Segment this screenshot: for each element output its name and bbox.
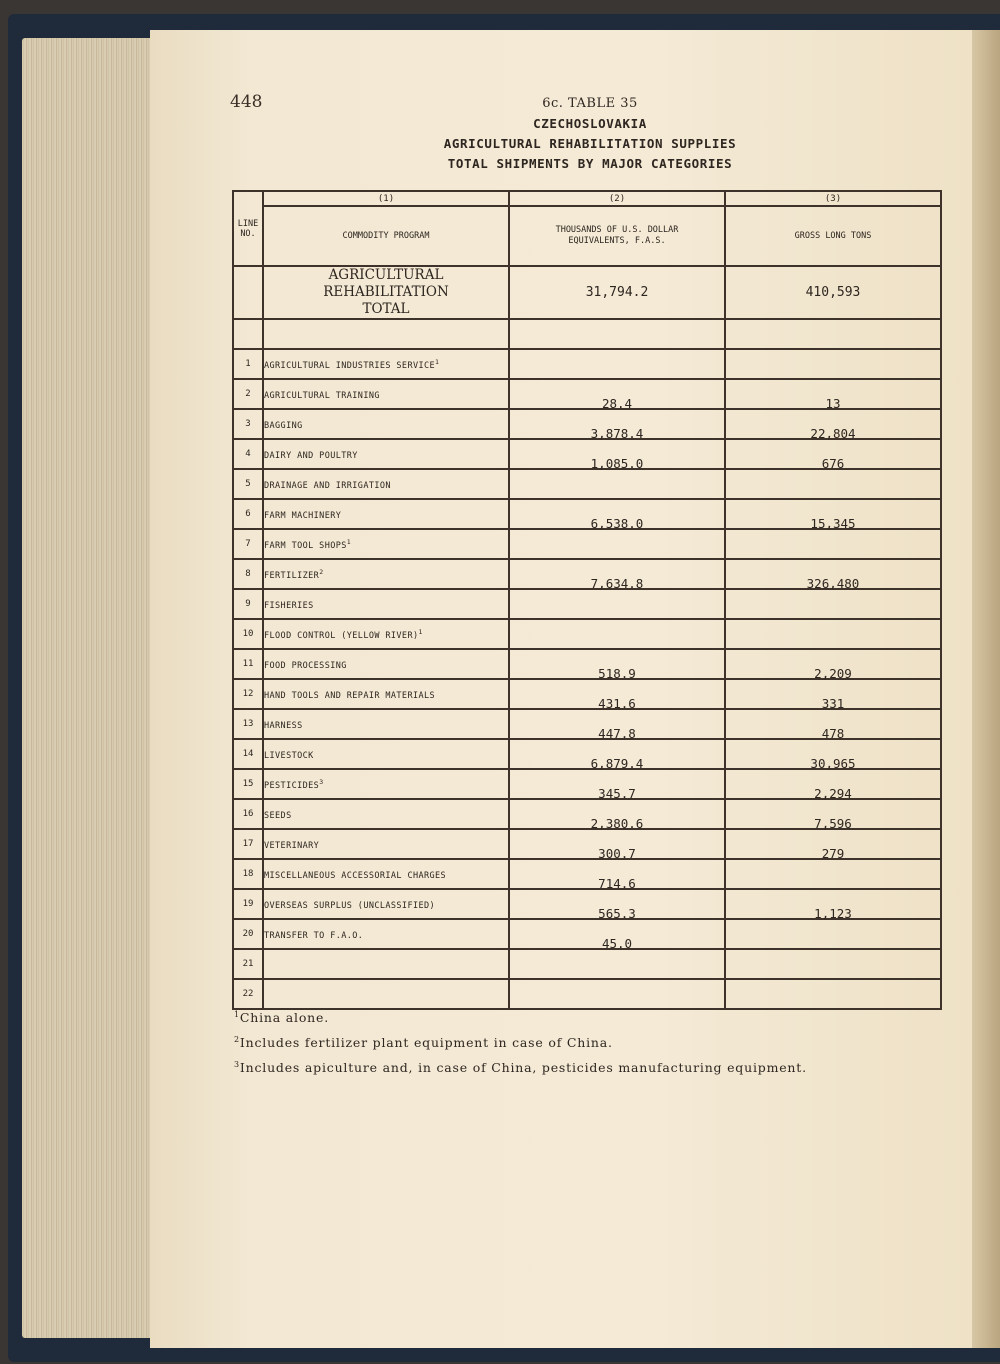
commodity-name	[263, 619, 509, 649]
dollar-text: 565.3	[598, 905, 636, 921]
footnote-ref: 1	[418, 627, 423, 636]
country-title: CZECHOSLOVAKIA	[533, 116, 647, 131]
line-number: 2	[233, 379, 263, 409]
footnote-text: China alone.	[239, 1010, 329, 1026]
dollar-text: 28.4	[601, 395, 633, 411]
commodity-name	[263, 559, 509, 589]
dollar-text: 6,538.0	[590, 515, 644, 531]
commodity-name	[263, 919, 509, 949]
footnote-ref: 1	[435, 357, 440, 366]
header-commodity: COMMODITY PROGRAM	[263, 206, 509, 266]
line-number: 4	[233, 439, 263, 469]
commodity-name	[263, 679, 509, 709]
line-number: 14	[233, 739, 263, 769]
line-number: 8	[233, 559, 263, 589]
commodity-name	[263, 889, 509, 919]
commodity-label: FERTILIZER	[264, 570, 320, 581]
spacer-cell	[725, 319, 941, 349]
commodity-label: AGRICULTURAL INDUSTRIES SERVICE	[264, 360, 436, 371]
commodity-label: BAGGING	[264, 420, 303, 431]
footnote-1	[234, 1004, 807, 1029]
dollar-text: 2,380.6	[590, 815, 644, 831]
commodity-name	[263, 829, 509, 859]
dollar-text: 518.9	[598, 665, 636, 681]
tons-value	[725, 499, 941, 529]
footnote-mark: 1	[234, 1010, 240, 1019]
footnote-ref: 2	[319, 567, 324, 576]
dollar-text: 6,879.4	[590, 755, 644, 771]
tons-value	[725, 469, 941, 499]
tons-text: 7,596	[814, 815, 852, 831]
table-row	[233, 409, 941, 439]
table-row	[233, 349, 941, 379]
table-row	[233, 889, 941, 919]
footnote-mark: 3	[234, 1060, 240, 1070]
table-row	[233, 829, 941, 859]
commodity-name	[263, 349, 509, 379]
commodity-name	[263, 709, 509, 739]
total-dollars: 31,794.2	[509, 266, 725, 319]
total-line-no	[233, 266, 263, 319]
table-row	[233, 769, 941, 799]
page-number: 448	[230, 92, 263, 112]
tons-text: 1,123	[814, 905, 852, 921]
footnote-text: Includes apiculture and, in case of China, pesticides manufacturing equipment.	[239, 1060, 807, 1076]
line-number: 13	[233, 709, 263, 739]
tons-text: 279	[821, 845, 845, 861]
header-dollars: THOUSANDS OF U.S. DOLLAR EQUIVALENTS, F.A.S.	[509, 206, 725, 266]
tons-text: 30,965	[810, 755, 856, 771]
dollar-value	[509, 589, 725, 619]
dollar-text: 1,085.0	[590, 455, 644, 471]
commodity-label: TRANSFER TO F.A.O.	[264, 930, 364, 941]
line-number: 17	[233, 829, 263, 859]
table-row	[233, 379, 941, 409]
tons-text: 15,345	[810, 515, 856, 531]
commodity-name	[263, 739, 509, 769]
dollar-value	[509, 679, 725, 709]
dollar-value	[509, 859, 725, 889]
spacer-cell	[233, 319, 263, 349]
tons-text: 326,480	[806, 575, 860, 591]
commodity-name	[263, 799, 509, 829]
tons-text: 22,804	[810, 425, 856, 441]
dollar-value	[509, 499, 725, 529]
table-row	[233, 559, 941, 589]
dollar-value	[509, 439, 725, 469]
footnote-2	[234, 1029, 807, 1054]
tons-value	[725, 949, 941, 979]
footnote-ref: 3	[319, 777, 324, 786]
dollar-value	[509, 469, 725, 499]
dollar-value	[509, 829, 725, 859]
dollar-text: 3,878.4	[590, 425, 644, 441]
tons-text: 478	[821, 725, 845, 741]
line-number: 20	[233, 919, 263, 949]
tons-value	[725, 679, 941, 709]
commodity-name	[263, 859, 509, 889]
tons-text: 13	[825, 395, 841, 411]
tons-value	[725, 589, 941, 619]
subtitle: TOTAL SHIPMENTS BY MAJOR CATEGORIES	[447, 156, 733, 171]
dollar-text: 300.7	[598, 845, 636, 861]
table-row	[233, 709, 941, 739]
table-body	[233, 349, 941, 1009]
dollar-text: 447.8	[598, 725, 636, 741]
commodity-label: DRAINAGE AND IRRIGATION	[264, 480, 391, 491]
line-number: 12	[233, 679, 263, 709]
table-row	[233, 499, 941, 529]
spacer-cell	[263, 319, 509, 349]
commodity-label: FARM TOOL SHOPS	[264, 540, 347, 551]
col-number-2: (2)	[509, 191, 725, 206]
line-number: 1	[233, 349, 263, 379]
footnote-3	[234, 1054, 807, 1079]
dollar-value	[509, 889, 725, 919]
commodity-name	[263, 469, 509, 499]
line-number: 3	[233, 409, 263, 439]
commodity-label: SEEDS	[264, 810, 292, 821]
table-row	[233, 919, 941, 949]
tons-value	[725, 649, 941, 679]
commodity-name	[263, 529, 509, 559]
table-row	[233, 589, 941, 619]
line-number: 5	[233, 469, 263, 499]
commodity-label: FLOOD CONTROL (YELLOW RIVER)	[264, 630, 419, 641]
commodity-label: HARNESS	[264, 720, 303, 731]
tons-value	[725, 349, 941, 379]
footnote-ref: 1	[346, 537, 352, 546]
tons-text: 2,209	[814, 665, 852, 681]
footnotes	[234, 1004, 807, 1079]
dollar-value	[509, 799, 725, 829]
page-edges	[22, 38, 154, 1338]
commodity-label: DAIRY AND POULTRY	[264, 450, 358, 461]
col-number-1: (1)	[263, 191, 509, 206]
shipments-table	[232, 190, 942, 1010]
total-label-line2: TOTAL	[362, 301, 410, 317]
dollar-value	[509, 529, 725, 559]
tons-value	[725, 379, 941, 409]
line-no-header: LINE NO.	[233, 191, 263, 266]
line-number: 11	[233, 649, 263, 679]
tons-value	[725, 769, 941, 799]
commodity-label: LIVESTOCK	[264, 750, 314, 761]
commodity-label: OVERSEAS SURPLUS (UNCLASSIFIED)	[264, 900, 436, 911]
tons-value	[725, 829, 941, 859]
commodity-label: HAND TOOLS AND REPAIR MATERIALS	[264, 690, 436, 701]
dollar-value	[509, 379, 725, 409]
table-row	[233, 799, 941, 829]
line-number: 9	[233, 589, 263, 619]
table-row	[233, 649, 941, 679]
tons-value	[725, 409, 941, 439]
spacer-cell	[509, 319, 725, 349]
dollar-value	[509, 769, 725, 799]
dollar-value	[509, 949, 725, 979]
commodity-label: MISCELLANEOUS ACCESSORIAL CHARGES	[264, 870, 447, 881]
tons-value	[725, 799, 941, 829]
tons-value	[725, 859, 941, 889]
tons-text: 331	[821, 695, 845, 711]
dollar-text: 345.7	[598, 785, 636, 801]
dollar-value	[509, 919, 725, 949]
table-number: 6c. TABLE 35	[542, 96, 638, 111]
dollar-value	[509, 739, 725, 769]
commodity-label: VETERINARY	[264, 840, 320, 851]
tons-value	[725, 889, 941, 919]
table-row	[233, 469, 941, 499]
line-number: 10	[233, 619, 263, 649]
col-number-3: (3)	[725, 191, 941, 206]
footnote-text: Includes fertilizer plant equipment in case of China.	[239, 1035, 613, 1051]
commodity-name	[263, 769, 509, 799]
tons-value	[725, 709, 941, 739]
total-label	[263, 266, 509, 319]
tons-value	[725, 529, 941, 559]
table-row	[233, 439, 941, 469]
commodity-label: PESTICIDES	[264, 780, 320, 791]
line-number: 22	[233, 979, 263, 1009]
line-number: 18	[233, 859, 263, 889]
table-row	[233, 949, 941, 979]
dollar-text: 45.0	[601, 935, 633, 951]
line-number: 15	[233, 769, 263, 799]
total-label-line1: AGRICULTURAL REHABILITATION	[323, 267, 449, 300]
dollar-text: 431.6	[598, 695, 636, 711]
commodity-label: FISHERIES	[264, 600, 314, 611]
header-tons: GROSS LONG TONS	[725, 206, 941, 266]
facing-page-edge	[972, 30, 1000, 1348]
commodity-name	[263, 949, 509, 979]
table-row	[233, 679, 941, 709]
tons-text: 676	[821, 455, 845, 471]
commodity-label: FOOD PROCESSING	[264, 660, 347, 671]
table-row	[233, 619, 941, 649]
commodity-label: AGRICULTURAL TRAINING	[264, 390, 380, 401]
dollar-value	[509, 709, 725, 739]
table-row	[233, 859, 941, 889]
commodity-name	[263, 649, 509, 679]
commodity-name	[263, 589, 509, 619]
title-block	[440, 94, 740, 174]
program-title: AGRICULTURAL REHABILITATION SUPPLIES	[443, 136, 737, 151]
table-row	[233, 529, 941, 559]
commodity-name	[263, 379, 509, 409]
tons-value	[725, 619, 941, 649]
tons-text: 2,294	[814, 785, 852, 801]
line-number: 21	[233, 949, 263, 979]
dollar-value	[509, 649, 725, 679]
commodity-name	[263, 409, 509, 439]
commodity-name	[263, 439, 509, 469]
dollar-value	[509, 349, 725, 379]
line-number: 19	[233, 889, 263, 919]
dollar-text: 714.6	[598, 875, 636, 891]
footnote-mark: 2	[234, 1035, 240, 1045]
dollar-value	[509, 619, 725, 649]
tons-value	[725, 739, 941, 769]
tons-value	[725, 559, 941, 589]
tons-value	[725, 919, 941, 949]
commodity-label: FARM MACHINERY	[264, 510, 342, 521]
line-number: 6	[233, 499, 263, 529]
commodity-name	[263, 499, 509, 529]
line-number: 7	[233, 529, 263, 559]
dollar-value	[509, 559, 725, 589]
table-row	[233, 739, 941, 769]
dollar-value	[509, 409, 725, 439]
total-tons: 410,593	[725, 266, 941, 319]
line-number: 16	[233, 799, 263, 829]
dollar-text: 7,634.8	[590, 575, 644, 591]
tons-value	[725, 439, 941, 469]
